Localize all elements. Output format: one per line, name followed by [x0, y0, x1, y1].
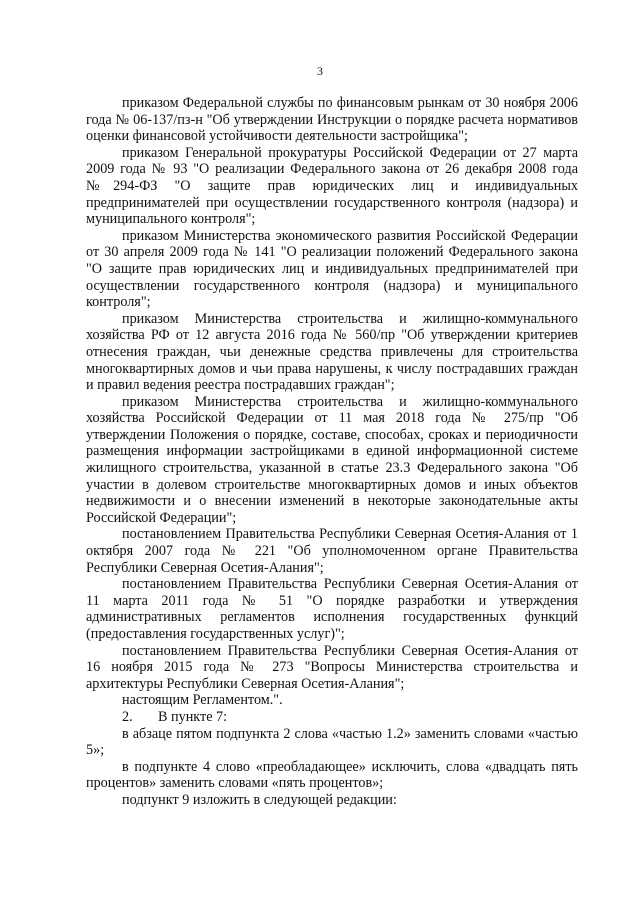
paragraph-resolution-51: постановлением Правительства Республики Северная Осетия-Алания от 11 марта 2011 года № 51 "О порядке разработки и утверждения административных регламентов исполнения государственных функций (предоставления государственных услуг)"; [86, 576, 578, 642]
paragraph-amend-subpoint-4: в подпункте 4 слово «преобладающее» исключить, слова «двадцать пять процентов» заменить словами «пять процентов»; [86, 758, 578, 792]
paragraph-amend-subpoint-9: подпункт 9 изложить в следующей редакции: [122, 791, 397, 808]
paragraph-fsfr-order: приказом Федеральной службы по финансовым рынкам от 30 ноября 2006 года № 06-137/пз-н "Об утверждении Инструкции о порядке расчета нормативов оценки финансовой устойчивости деятельности застройщика"; [86, 95, 578, 145]
paragraph-prosecutor-order: приказом Генеральной прокуратуры Российской Федерации от 27 марта 2009 года № 93 "О реализации Федерального закона от 26 декабря 2008 года №294-ФЗ "О защите прав юридических лиц и индивидуальных предпринимателей при осуществлении государственного контроля (надзора) и муниципального контроля"; [86, 144, 578, 228]
list-item-text: В пункте 7: [158, 708, 228, 725]
paragraph-economy-order: приказом Министерства экономического развития Российской Федерации от 30 апреля 2009 года № 141 "О реализации положений Федерального закона "О защите прав юридических лиц и индивидуальных предпринимателей при осуществлении государственного контроля (надзора) и муниципального контроля"; [86, 227, 578, 311]
paragraph-construction-order-560: приказом Министерства строительства и жилищно-коммунального хозяйства РФ от 12 августа 2016 года № 560/пр "Об утверждении критериев отнесения граждан, чьи денежные средства привлечены для строительства многоквартирных домов и чьи права нарушены, к числу пострадавших граждан и правил ведения реестра пострадавших граждан"; [86, 310, 578, 394]
page-number: 3 [317, 64, 323, 78]
paragraph-resolution-273: постановлением Правительства Республики Северная Осетия-Алания от 16 ноября 2015 года № 273 "Вопросы Министерства строительства и архитектуры Республики Северная Осетия-Алания"; [86, 642, 578, 692]
list-item-2 [86, 709, 578, 726]
paragraph-regulation: настоящим Регламентом.". [122, 692, 283, 709]
paragraph-resolution-221: постановлением Правительства Республики Северная Осетия-Алания от 1 октября 2007 года № 221 "Об уполномоченном органе Правительства Республики Северная Осетия-Алания"; [86, 526, 578, 576]
document-body [86, 95, 578, 809]
list-item-number: 2. [122, 708, 133, 725]
paragraph-construction-order-275: приказом Министерства строительства и жилищно-коммунального хозяйства Российской Федерации от 11 мая 2018 года № 275/пр "Об утверждении Положения о порядке, составе, способах, сроках и периодичности размещения информации застройщиками в единой информационной системе жилищного строительства, указанной в статье 23.3 Федерального закона "Об участии в долевом строительстве многоквартирных домов и иных объектов недвижимости и о внесении изменений в некоторые законодательные акты Российской Федерации"; [86, 393, 578, 526]
paragraph-amend-subpoint-2: в абзаце пятом подпункта 2 слова «частью 1.2» заменить словами «частью 5»; [86, 725, 578, 759]
